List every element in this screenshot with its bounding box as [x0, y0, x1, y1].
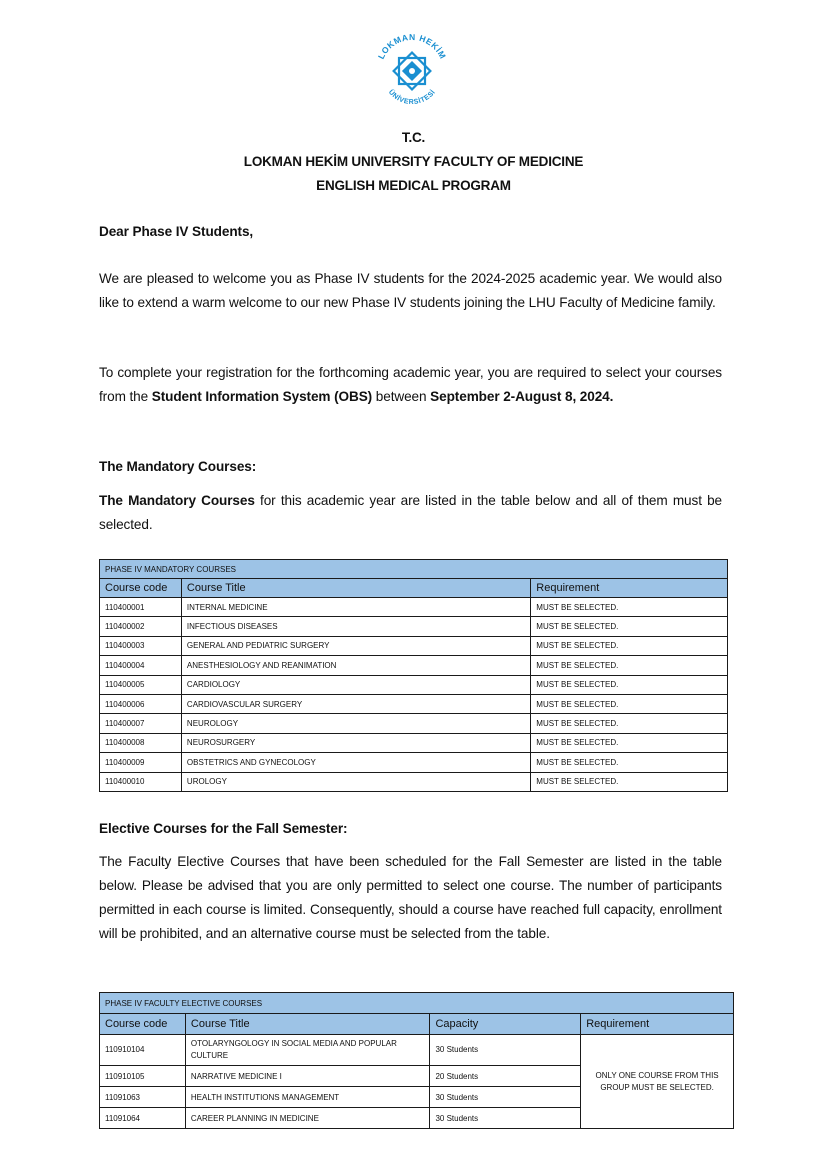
- registration-paragraph: [99, 361, 722, 409]
- logo-emblem-icon: [394, 53, 431, 90]
- registration-dates: September 2-August 8, 2024.: [430, 389, 614, 404]
- course-requirement: MUST BE SELECTED.: [531, 714, 728, 733]
- course-title: NARRATIVE MEDICINE I: [185, 1066, 430, 1087]
- mandatory-table-title: PHASE IV MANDATORY COURSES: [100, 560, 728, 579]
- course-code: 110910105: [100, 1066, 186, 1087]
- course-code: 110400007: [100, 714, 182, 733]
- course-title: UROLOGY: [181, 772, 530, 791]
- table-row: [100, 656, 728, 675]
- registration-text-2: between: [372, 389, 431, 404]
- course-capacity: 30 Students: [430, 1108, 581, 1129]
- course-title: GENERAL AND PEDIATRIC SURGERY: [181, 636, 530, 655]
- elective-paragraph: The Faculty Elective Courses that have been scheduled for the Fall Semester are listed in the table below. Please be advised that you are only permitted to select one course. The number of participants permitted in each course is limited. Consequently, should a course have reached full capacity, enrollment will be prohibited, and an alternative course must be selected from the table.: [99, 854, 722, 941]
- logo-text-top: LOKMAN HEKİM: [375, 31, 449, 61]
- course-code: 110400004: [100, 656, 182, 675]
- course-requirement: MUST BE SELECTED.: [531, 733, 728, 752]
- logo-text-bottom: ÜNİVERSİTESİ: [386, 88, 438, 107]
- mandatory-courses-table: [99, 559, 728, 792]
- column-header-title: Course Title: [185, 1014, 430, 1035]
- group-requirement: ONLY ONE COURSE FROM THIS GROUP MUST BE SELECTED.: [581, 1035, 734, 1129]
- course-code: 110400010: [100, 772, 182, 791]
- course-code: 11091063: [100, 1087, 186, 1108]
- course-requirement: MUST BE SELECTED.: [531, 656, 728, 675]
- course-title: CAREER PLANNING IN MEDICINE: [185, 1108, 430, 1129]
- table-row: [100, 675, 728, 694]
- course-title: ANESTHESIOLOGY AND REANIMATION: [181, 656, 530, 675]
- elective-courses-table: [99, 992, 734, 1129]
- course-title: CARDIOVASCULAR SURGERY: [181, 694, 530, 713]
- mandatory-paragraph: [99, 489, 722, 537]
- course-code: 110400005: [100, 675, 182, 694]
- mandatory-paragraph-rest: for this academic year are listed in the table below and all of them must be selected.: [99, 493, 723, 532]
- course-code: 110400003: [100, 636, 182, 655]
- mandatory-heading: The Mandatory Courses:: [99, 459, 257, 474]
- course-title: OTOLARYNGOLOGY IN SOCIAL MEDIA AND POPULAR CULTURE: [185, 1035, 430, 1066]
- course-code: 11091064: [100, 1108, 186, 1129]
- course-requirement: MUST BE SELECTED.: [531, 694, 728, 713]
- course-code: 110400006: [100, 694, 182, 713]
- course-requirement: MUST BE SELECTED.: [531, 636, 728, 655]
- column-header-requirement: Requirement: [531, 579, 728, 598]
- table-row: [100, 617, 728, 636]
- course-code: 110400009: [100, 753, 182, 772]
- course-requirement: MUST BE SELECTED.: [531, 598, 728, 617]
- table-row: [100, 753, 728, 772]
- svg-text:LOKMAN HEKİM: [376, 32, 448, 61]
- welcome-paragraph: We are pleased to welcome you as Phase IV students for the 2024-2025 academic year. We would also like to extend a warm welcome to our new Phase IV students joining the LHU Faculty of Medicine family.: [99, 271, 722, 310]
- header-tc: T.C.: [401, 130, 426, 145]
- course-title: INFECTIOUS DISEASES: [181, 617, 530, 636]
- mandatory-paragraph-bold: The Mandatory Courses: [99, 493, 255, 508]
- course-title: NEUROSURGERY: [181, 733, 530, 752]
- table-row: [100, 694, 728, 713]
- course-capacity: 30 Students: [430, 1087, 581, 1108]
- course-title: NEUROLOGY: [181, 714, 530, 733]
- header-program: ENGLISH MEDICAL PROGRAM: [316, 178, 511, 193]
- column-header-capacity: Capacity: [430, 1014, 581, 1035]
- course-title: OBSTETRICS AND GYNECOLOGY: [181, 753, 530, 772]
- course-code: 110400008: [100, 733, 182, 752]
- elective-table-title: PHASE IV FACULTY ELECTIVE COURSES: [100, 993, 734, 1014]
- table-row: [100, 636, 728, 655]
- registration-text-1: To complete your registration for the forthcoming academic year, you are required to select your courses from the: [99, 365, 722, 404]
- column-header-requirement: Requirement: [581, 1014, 734, 1035]
- course-requirement: MUST BE SELECTED.: [531, 753, 728, 772]
- column-header-title: Course Title: [181, 579, 530, 598]
- course-code: 110400001: [100, 598, 182, 617]
- elective-heading: Elective Courses for the Fall Semester:: [99, 821, 348, 836]
- column-header-code: Course code: [100, 579, 182, 598]
- table-row: [100, 1035, 734, 1066]
- table-row: [100, 598, 728, 617]
- course-code: 110910104: [100, 1035, 186, 1066]
- course-requirement: MUST BE SELECTED.: [531, 675, 728, 694]
- course-title: HEALTH INSTITUTIONS MANAGEMENT: [185, 1087, 430, 1108]
- registration-system: Student Information System (OBS): [151, 389, 373, 404]
- course-title: INTERNAL MEDICINE: [181, 598, 530, 617]
- course-capacity: 30 Students: [430, 1035, 581, 1066]
- course-title: CARDIOLOGY: [181, 675, 530, 694]
- university-logo: [370, 29, 454, 113]
- course-code: 110400002: [100, 617, 182, 636]
- table-row: [100, 733, 728, 752]
- course-requirement: MUST BE SELECTED.: [531, 772, 728, 791]
- table-row: [100, 714, 728, 733]
- course-requirement: MUST BE SELECTED.: [531, 617, 728, 636]
- course-capacity: 20 Students: [430, 1066, 581, 1087]
- header-university: LOKMAN HEKİM UNIVERSITY FACULTY OF MEDICINE: [243, 154, 584, 169]
- greeting: Dear Phase IV Students,: [99, 224, 254, 239]
- table-row: [100, 772, 728, 791]
- column-header-code: Course code: [100, 1014, 186, 1035]
